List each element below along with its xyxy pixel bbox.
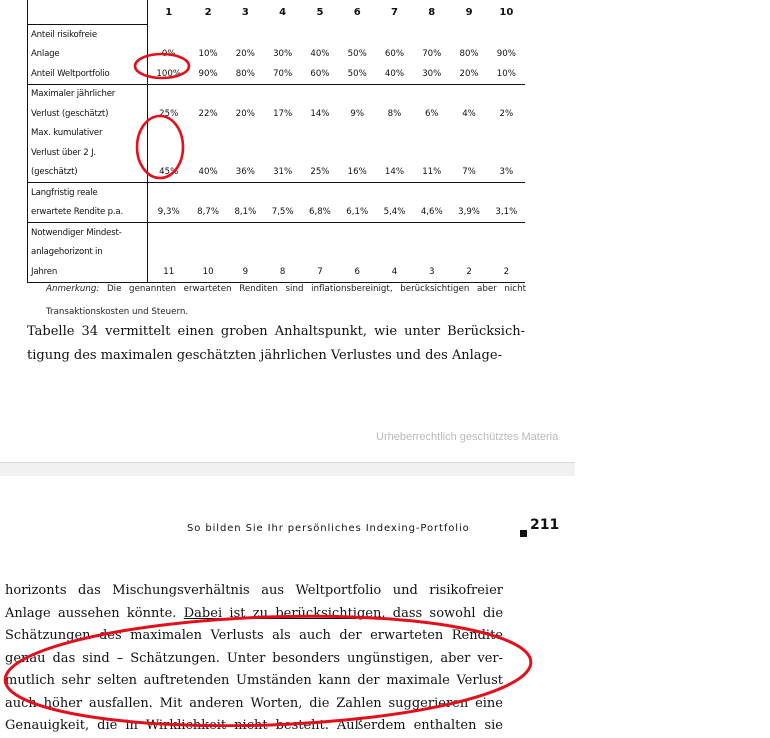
table-cell	[488, 183, 525, 203]
column-header: 5	[316, 6, 324, 18]
table-cell	[376, 25, 413, 45]
copyright-watermark: Urheberrechtlich geschütztes Materia	[376, 431, 559, 443]
table-cell	[301, 223, 338, 243]
table-cell: 25%	[159, 108, 179, 119]
table-cell: 70%	[422, 49, 442, 60]
row-label: Maximaler jährlicher	[28, 84, 148, 104]
text-span: Schätzungen des maximalen Verlusts als auch der erwarteten Rendite	[5, 628, 503, 643]
table-cell	[264, 124, 301, 144]
table-cell: 11	[148, 262, 190, 282]
table-cell: 6,8%	[309, 207, 331, 218]
table-cell	[339, 124, 376, 144]
text-span: Anlage aussehen könnte.	[5, 605, 184, 621]
table-cell: 31%	[273, 167, 293, 178]
table-cell: 8%	[387, 108, 402, 119]
table-cell	[450, 243, 487, 263]
column-header: 4	[279, 6, 287, 18]
table-cell: 4,6%	[420, 207, 443, 218]
table-cell	[488, 143, 525, 163]
page-211	[0, 476, 575, 733]
table-cell: 20%	[235, 49, 255, 60]
table-cell	[450, 183, 487, 203]
table-row	[28, 183, 526, 203]
table-cell: 4%	[462, 108, 476, 119]
table-cell	[339, 183, 376, 203]
text-span: horizonts das Mischungsverhältnis aus Weltportfolio und risikofreier	[5, 583, 503, 598]
table-cell	[264, 243, 301, 263]
table-cell	[189, 25, 226, 45]
table-cell: 2	[450, 262, 487, 282]
table-cell	[413, 84, 450, 104]
text-line	[5, 670, 503, 693]
table-cell	[376, 124, 413, 144]
table-row	[28, 45, 526, 65]
column-header: 9	[465, 6, 473, 18]
table-cell: 36%	[235, 167, 255, 178]
table-row	[28, 84, 526, 104]
row-label: erwartete Rendite p.a.	[28, 203, 148, 223]
text-span: genau das sind – Schätzungen. Unter besonders ungünstigen, aber ver-	[5, 650, 503, 666]
table-cell	[376, 143, 413, 163]
table-cell	[189, 143, 226, 163]
table-cell: 60%	[384, 49, 405, 60]
row-label: Verlust über 2 J.	[28, 143, 148, 163]
table-cell: 20%	[235, 108, 255, 119]
note-text: Die genannten erwarteten Renditen sind inflationsbereinigt, berücksichtigen aber nicht Transaktionskosten und Steuern.	[46, 284, 526, 317]
table-cell	[227, 223, 264, 243]
row-label: Anteil Weltportfolio	[28, 64, 148, 84]
column-header: 8	[428, 6, 436, 18]
column-header: 6	[353, 6, 361, 18]
table-cell	[301, 243, 338, 263]
table-cell	[264, 223, 301, 243]
table-cell: 30%	[273, 49, 293, 60]
paragraph-line: Tabelle 34 vermittelt einen groben Anhaltspunkt, wie unter Berücksich-	[27, 324, 525, 339]
table-cell: 7,5%	[271, 207, 294, 218]
table-cell	[227, 143, 264, 163]
table-cell: 40%	[198, 167, 218, 178]
table-cell	[413, 124, 450, 144]
table-cell: 8	[264, 262, 301, 282]
page-211-top-half	[0, 0, 575, 462]
table-cell	[148, 183, 190, 203]
table-cell: 4	[376, 262, 413, 282]
table-cell: 45%	[159, 167, 179, 178]
column-header: 2	[204, 6, 212, 18]
table-cell	[339, 243, 376, 263]
table-cell: 100%	[156, 68, 181, 79]
table-cell	[264, 143, 301, 163]
table-cell	[148, 124, 190, 144]
page-number: 211	[530, 517, 560, 533]
table-cell: 8,7%	[197, 207, 219, 218]
row-label: Jahren	[28, 262, 148, 282]
table-cell	[488, 124, 525, 144]
row-label: Langfristig reale	[28, 183, 148, 203]
table-cell	[376, 243, 413, 263]
row-label: Anlage	[28, 45, 148, 65]
text-span: auch höher ausfallen. Mit anderen Worten, die Zahlen suggerieren eine	[5, 695, 503, 711]
column-header: 3	[241, 6, 249, 18]
row-label: Verlust (geschätzt)	[28, 104, 148, 124]
table-cell	[301, 84, 338, 104]
text-line	[5, 625, 503, 648]
table-cell	[450, 143, 487, 163]
column-header: 7	[391, 6, 398, 18]
table-cell	[148, 84, 190, 104]
running-header: So bilden Sie Ihr persönliches Indexing-Portfolio	[187, 523, 470, 534]
table-cell: 11%	[422, 167, 442, 178]
column-header: 10	[499, 6, 514, 18]
table-cell: 14%	[384, 167, 405, 178]
table-cell: 90%	[198, 68, 218, 79]
underlined-text: Dabei ist zu berücksichtigen,	[183, 605, 386, 621]
table-cell	[227, 124, 264, 144]
table-cell	[450, 124, 487, 144]
table-cell: 6	[339, 262, 376, 282]
text-span: Genauigkeit, die in Wirklichkeit nicht besteht. Außerdem enthalten sie	[5, 718, 503, 733]
table-cell: 40%	[310, 49, 330, 60]
table-cell: 2	[488, 262, 525, 282]
table-cell	[189, 124, 226, 144]
table-cell: 30%	[422, 68, 442, 79]
table-cell	[148, 143, 190, 163]
table-cell: 7%	[462, 167, 476, 178]
table-cell	[148, 25, 190, 45]
table-cell: 16%	[347, 167, 367, 178]
table-cell	[264, 183, 301, 203]
table-cell	[264, 84, 301, 104]
table-cell: 80%	[459, 49, 479, 60]
table-cell: 22%	[198, 108, 218, 119]
table-cell	[148, 223, 190, 243]
table-cell: 9	[227, 262, 264, 282]
page-marker-square	[520, 530, 527, 537]
table-cell: 7	[301, 262, 338, 282]
table-cell	[301, 124, 338, 144]
table-cell	[148, 243, 190, 263]
table-cell	[376, 84, 413, 104]
row-label: Anteil risikofreie	[28, 25, 148, 45]
table-cell: 5,4%	[383, 207, 406, 218]
column-header: 1	[165, 6, 173, 18]
table-cell: 2%	[499, 108, 514, 119]
table-row	[28, 124, 526, 144]
text-line	[5, 580, 503, 603]
text-line	[5, 648, 503, 671]
table-cell: 6,1%	[346, 207, 369, 218]
table-cell	[413, 25, 450, 45]
table-note	[46, 278, 526, 324]
table-cell	[301, 143, 338, 163]
table-cell	[488, 243, 525, 263]
table-cell	[413, 183, 450, 203]
allocation-table	[27, 0, 525, 283]
table-cell: 10%	[496, 68, 516, 79]
note-label: Anmerkung:	[46, 284, 100, 294]
table-row	[28, 25, 526, 45]
table-cell: 20%	[459, 68, 479, 79]
row-label: anlagehorizont in	[28, 243, 148, 263]
table-cell: 90%	[496, 49, 516, 60]
table-cell	[339, 143, 376, 163]
text-line	[5, 715, 503, 738]
table-cell	[189, 84, 226, 104]
table-cell: 6%	[424, 108, 439, 119]
table-row	[28, 143, 526, 163]
table-cell	[227, 25, 264, 45]
table-row	[28, 64, 526, 84]
table-cell	[264, 25, 301, 45]
table-cell	[301, 183, 338, 203]
table-cell: 70%	[273, 68, 293, 79]
row-label: (geschätzt)	[28, 163, 148, 183]
table-cell	[339, 223, 376, 243]
table-header-corner	[28, 0, 148, 25]
table-row	[28, 163, 526, 183]
table-cell: 50%	[347, 49, 367, 60]
table-cell	[376, 183, 413, 203]
paragraph-line: tigung des maximalen geschätzten jährlichen Verlustes und des Anlage-	[27, 348, 502, 363]
table-cell: 40%	[384, 68, 405, 79]
table-cell: 3,1%	[495, 207, 518, 218]
row-label: Max. kumulativer	[28, 124, 148, 144]
text-span: dass sowohl die	[385, 605, 504, 621]
table-cell	[413, 243, 450, 263]
table-cell	[488, 223, 525, 243]
table-cell: 14%	[310, 108, 330, 119]
body-text	[5, 580, 503, 738]
table-cell	[189, 183, 226, 203]
row-label: Notwendiger Mindest-	[28, 223, 148, 243]
table-cell	[189, 243, 226, 263]
text-line	[5, 603, 503, 626]
table-cell: 10%	[198, 49, 218, 60]
table-cell	[450, 223, 487, 243]
table-cell	[488, 25, 525, 45]
table-cell: 50%	[347, 68, 367, 79]
table-cell: 60%	[310, 68, 330, 79]
table-cell: 80%	[235, 68, 255, 79]
table-cell: 25%	[310, 167, 330, 178]
table-cell	[227, 84, 264, 104]
text-line	[5, 693, 503, 716]
table-row	[28, 223, 526, 243]
table-cell: 3,9%	[458, 207, 480, 218]
table-cell: 9,3%	[157, 207, 180, 218]
table-cell	[413, 223, 450, 243]
table-row	[28, 104, 526, 124]
text-span: mutlich sehr selten auftretenden Umständen kann der maximale Verlust	[5, 673, 503, 688]
table-cell	[339, 84, 376, 104]
table-cell	[450, 25, 487, 45]
table-cell: 17%	[273, 108, 293, 119]
table-cell	[413, 143, 450, 163]
table-cell	[450, 84, 487, 104]
table-cell: 8,1%	[234, 207, 257, 218]
table-cell	[189, 223, 226, 243]
table-cell	[227, 243, 264, 263]
paragraph-tabelle-34	[27, 320, 525, 368]
table-cell: 10	[189, 262, 226, 282]
table-cell	[227, 183, 264, 203]
table-row	[28, 243, 526, 263]
table-row	[28, 203, 526, 223]
table-cell	[376, 223, 413, 243]
table-cell	[301, 25, 338, 45]
table-cell: 9%	[350, 108, 365, 119]
table-cell	[488, 84, 525, 104]
table-cell: 3	[413, 262, 450, 282]
table-cell: 0%	[161, 49, 176, 60]
table-cell: 3%	[499, 167, 514, 178]
table-cell	[339, 25, 376, 45]
